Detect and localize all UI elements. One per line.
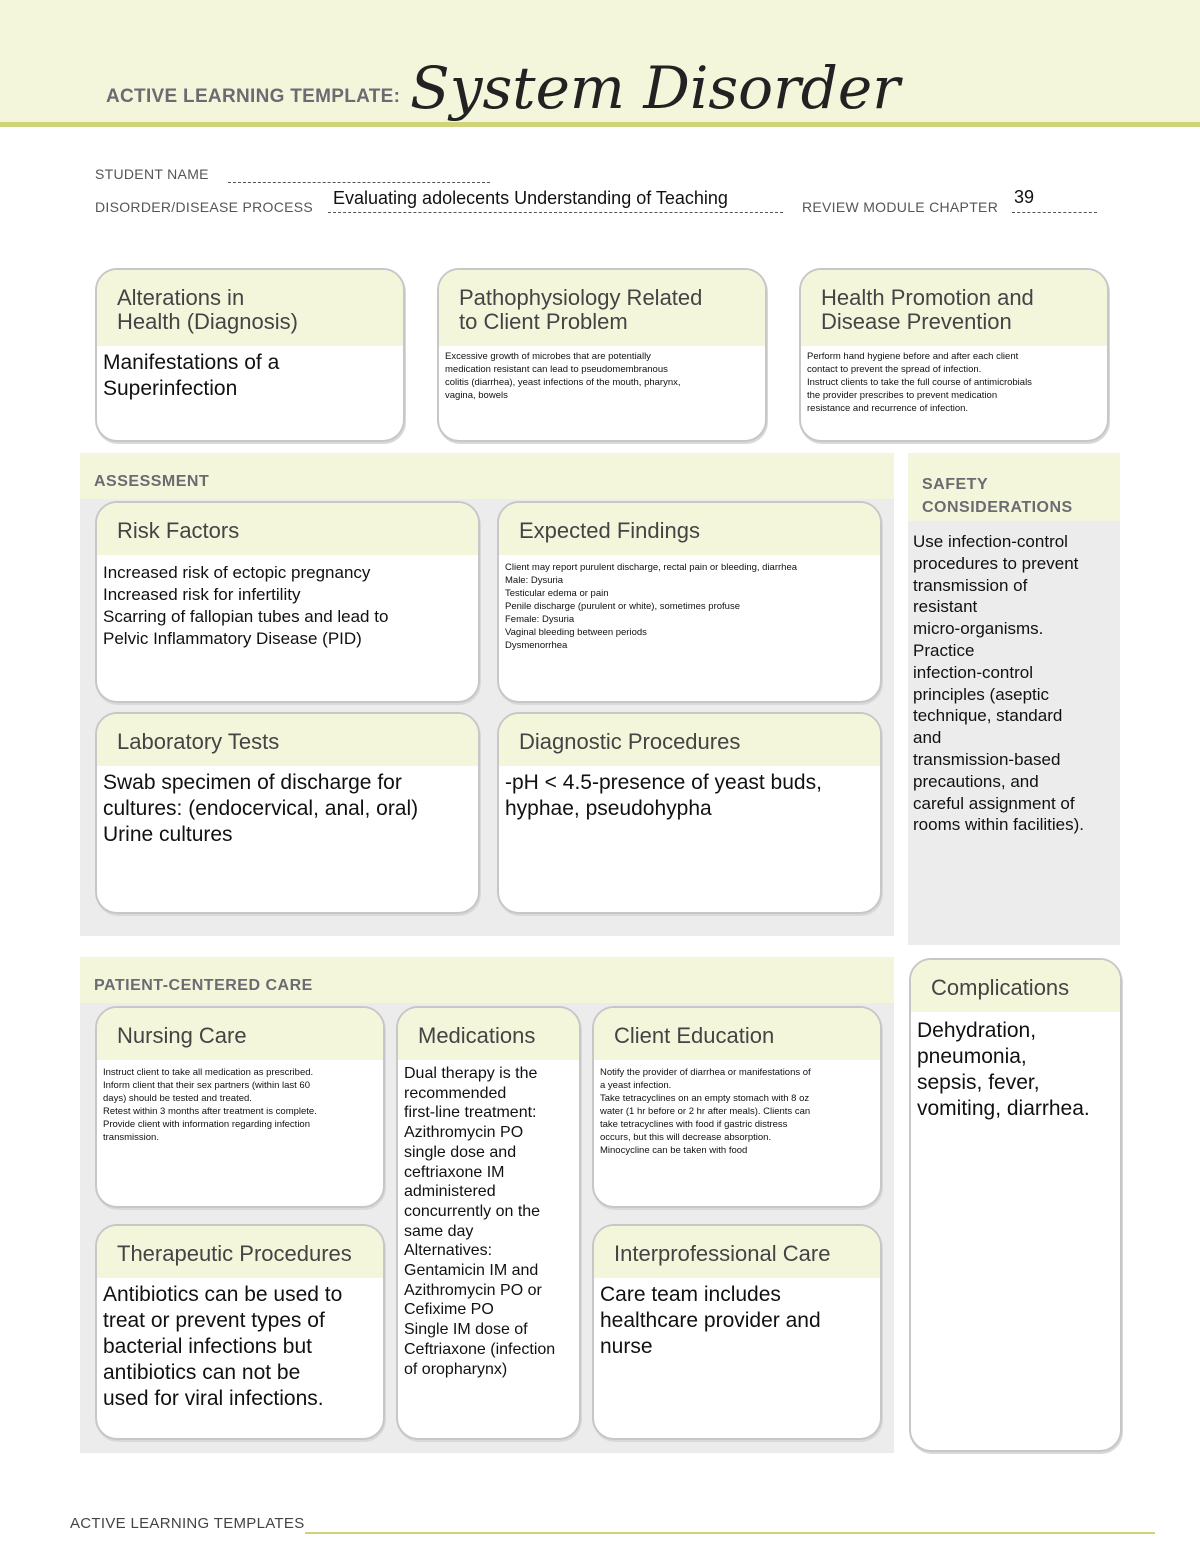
client-education-line: Minocycline can be taken with food: [600, 1145, 748, 1156]
therapeutic-procedures-line: antibiotics can not be: [103, 1361, 301, 1384]
nursing-care-line: Inform client that their sex partners (within last 60: [103, 1080, 310, 1091]
pathophysiology-line: medication resistant can lead to pseudomembranous: [445, 364, 668, 375]
laboratory-tests-line: cultures: (endocervical, anal, oral): [103, 797, 419, 820]
safety-line: and: [913, 728, 942, 748]
review-chapter-value: 39: [1014, 187, 1035, 207]
disorder-field[interactable]: [328, 212, 783, 213]
diagnostic-procedures-line: -pH < 4.5-presence of yeast buds,: [505, 771, 822, 794]
safety-line: rooms within facilities).: [913, 815, 1084, 835]
expected-findings-line: Vaginal bleeding between periods: [505, 627, 647, 638]
expected-findings-line: Dysmenorrhea: [505, 640, 568, 651]
therapeutic-procedures-content: [97, 1278, 383, 1416]
safety-line: careful assignment of: [913, 793, 1075, 813]
expected-findings-line: Client may report purulent discharge, rectal pain or bleeding, diarrhea: [505, 562, 798, 573]
expected-findings-line: Male: Dysuria: [505, 575, 564, 586]
medications-line: Ceftriaxone (infection: [404, 1340, 556, 1358]
health-promotion-line: Instruct clients to take the full course of antimicrobials: [807, 377, 1032, 388]
disorder-label: DISORDER/DISEASE PROCESS: [95, 199, 314, 215]
patient-care-title: PATIENT-CENTERED CARE: [94, 977, 313, 994]
risk-factors-title: Risk Factors: [117, 518, 240, 543]
medications-line: recommended: [404, 1084, 507, 1102]
therapeutic-procedures-line: Antibiotics can be used to: [103, 1283, 343, 1306]
expected-findings-content: [499, 555, 880, 656]
footer-rule: [305, 1532, 1155, 1534]
pathophysiology-line: vagina, bowels: [445, 390, 508, 401]
nursing-care-line: transmission.: [103, 1132, 159, 1143]
safety-line: transmission-based: [913, 749, 1061, 769]
health-promotion-line: the provider prescribes to prevent medication: [807, 390, 998, 401]
nursing-care-line: Retest within 3 months after treatment is complete.: [103, 1106, 317, 1117]
safety-title-1: SAFETY: [922, 476, 989, 493]
nursing-care-content: [97, 1060, 383, 1148]
alterations-content: [97, 346, 403, 406]
client-education-line: water (1 hr before or 2 hr after meals). Clients can: [600, 1106, 811, 1117]
safety-line: infection-control: [913, 662, 1034, 682]
complications-heading: [911, 960, 1120, 1012]
client-education-line: a yeast infection.: [600, 1080, 672, 1091]
client-education-title: Client Education: [614, 1023, 775, 1048]
alterations-line: Superinfection: [103, 377, 238, 400]
client-education-line: take tetracyclines with food if gastric distress: [600, 1119, 788, 1130]
pathophysiology-box: [437, 268, 767, 442]
client-education-line: Take tetracyclines on an empty stomach with 8 oz: [600, 1093, 810, 1104]
medications-line: same day: [404, 1222, 474, 1240]
therapeutic-procedures-line: treat or prevent types of: [103, 1309, 325, 1332]
risk-factors-line: Increased risk of ectopic pregnancy: [103, 563, 371, 582]
header-rule: [0, 122, 1200, 127]
medications-line: Single IM dose of: [404, 1321, 528, 1339]
risk-factors-line: Increased risk for infertility: [103, 585, 301, 604]
health-promotion-content: [801, 346, 1107, 419]
medications-line: Azithromycin PO or: [404, 1281, 542, 1299]
safety-line: principles (aseptic: [913, 684, 1050, 704]
diagnostic-procedures-title: Diagnostic Procedures: [519, 729, 741, 754]
medications-line: concurrently on the: [404, 1202, 541, 1220]
assessment-title: ASSESSMENT: [94, 473, 210, 490]
alterations-title-2: Health (Diagnosis): [117, 309, 298, 334]
pathophysiology-content: [439, 346, 765, 406]
medications-line: first-line treatment:: [404, 1104, 537, 1122]
therapeutic-procedures-line: bacterial infections but: [103, 1335, 312, 1358]
nursing-care-box: [95, 1006, 385, 1208]
safety-line: technique, standard: [913, 706, 1063, 726]
alterations-heading: [97, 270, 403, 346]
nursing-care-line: Provide client with information regarding infection: [103, 1119, 310, 1130]
medications-line: ceftriaxone IM: [404, 1163, 505, 1181]
safety-title: [922, 473, 1073, 519]
medications-line: Gentamicin IM and: [404, 1262, 539, 1280]
safety-line: procedures to prevent: [913, 553, 1079, 573]
interprofessional-care-box: [592, 1224, 882, 1440]
nursing-care-heading: [97, 1008, 383, 1060]
nursing-care-title: Nursing Care: [117, 1023, 247, 1048]
medications-title: Medications: [418, 1023, 536, 1048]
nursing-care-line: Instruct client to take all medication as prescribed.: [103, 1067, 314, 1078]
student-name-label: STUDENT NAME: [95, 166, 209, 182]
safety-line: micro-organisms.: [913, 619, 1044, 639]
interprofessional-care-content: [594, 1278, 880, 1364]
expected-findings-line: Penile discharge (purulent or white), sometimes profuse: [505, 601, 740, 612]
health-promotion-title-2: Disease Prevention: [821, 309, 1012, 334]
footer-label: ACTIVE LEARNING TEMPLATES: [70, 1515, 305, 1532]
interprofessional-care-title: Interprofessional Care: [614, 1241, 831, 1266]
laboratory-tests-title: Laboratory Tests: [117, 729, 280, 754]
therapeutic-procedures-title: Therapeutic Procedures: [117, 1241, 352, 1266]
interprofessional-care-line: nurse: [600, 1335, 653, 1358]
expected-findings-line: Testicular edema or pain: [505, 588, 609, 599]
risk-factors-line: Scarring of fallopian tubes and lead to: [103, 607, 389, 626]
expected-findings-line: Female: Dysuria: [505, 614, 575, 625]
medications-heading: [398, 1008, 579, 1060]
pathophysiology-line: colitis (diarrhea), yeast infections of the mouth, pharynx,: [445, 377, 681, 388]
interprofessional-care-heading: [594, 1226, 880, 1278]
medications-line: Dual therapy is the: [404, 1065, 538, 1082]
laboratory-tests-box: [95, 712, 480, 914]
laboratory-tests-line: Urine cultures: [103, 823, 233, 846]
alterations-line: Manifestations of a: [103, 351, 280, 374]
health-promotion-line: contact to prevent the spread of infection.: [807, 364, 982, 375]
laboratory-tests-line: Swab specimen of discharge for: [103, 771, 402, 794]
health-promotion-heading: [801, 270, 1107, 346]
safety-line: transmission of: [913, 575, 1028, 595]
pathophysiology-title-2: to Client Problem: [459, 309, 628, 334]
safety-line: Practice: [913, 640, 975, 660]
alterations-title-1: Alterations in: [117, 285, 245, 310]
pathophysiology-title-1: Pathophysiology Related: [459, 285, 703, 310]
therapeutic-procedures-line: used for viral infections.: [103, 1387, 324, 1410]
complications-line: Dehydration,: [917, 1019, 1037, 1042]
medications-line: single dose and: [404, 1143, 517, 1161]
health-promotion-box: [799, 268, 1109, 442]
client-education-line: Notify the provider of diarrhea or manifestations of: [600, 1067, 811, 1078]
pathophysiology-heading: [439, 270, 765, 346]
medications-line: Cefixime PO: [404, 1301, 494, 1319]
safety-line: Use infection-control: [913, 532, 1068, 551]
diagnostic-procedures-box: [497, 712, 882, 914]
pathophysiology-line: Excessive growth of microbes that are potentially: [445, 351, 651, 362]
nursing-care-line: days) should be tested and treated.: [103, 1093, 252, 1104]
risk-factors-heading: [97, 503, 478, 555]
disorder-value: Evaluating adolecents Understanding of Teaching: [333, 188, 728, 208]
diagnostic-procedures-content: [499, 766, 880, 826]
medications-line: of oropharynx): [404, 1360, 508, 1378]
therapeutic-procedures-box: [95, 1224, 385, 1440]
safety-line: resistant: [913, 597, 978, 617]
expected-findings-heading: [499, 503, 880, 555]
health-promotion-title-1: Health Promotion and: [821, 285, 1034, 310]
review-chapter-field[interactable]: [1012, 212, 1097, 213]
expected-findings-title: Expected Findings: [519, 518, 700, 543]
page-title: System Disorder: [410, 54, 900, 122]
client-education-content: [594, 1060, 880, 1161]
complications-line: vomiting, diarrhea.: [917, 1097, 1090, 1120]
health-promotion-line: resistance and recurrence of infection.: [807, 403, 969, 414]
diagnostic-procedures-line: hyphae, pseudohypha: [505, 797, 712, 820]
expected-findings-box: [497, 501, 882, 703]
medications-line: Alternatives:: [404, 1242, 493, 1260]
complications-line: pneumonia,: [917, 1045, 1027, 1068]
alterations-box: [95, 268, 405, 442]
interprofessional-care-line: healthcare provider and: [600, 1309, 821, 1332]
laboratory-tests-heading: [97, 714, 478, 766]
risk-factors-box: [95, 501, 480, 703]
safety-line: precautions, and: [913, 771, 1039, 791]
risk-factors-line: Pelvic Inflammatory Disease (PID): [103, 629, 362, 648]
complications-title: Complications: [931, 975, 1070, 1000]
complications-box: [909, 958, 1122, 1452]
complications-content: [911, 1012, 1120, 1126]
medications-line: Azithromycin PO: [404, 1124, 524, 1142]
complications-line: sepsis, fever,: [917, 1071, 1040, 1094]
client-education-line: occurs, but this will decrease absorption.: [600, 1132, 772, 1143]
review-chapter-label: REVIEW MODULE CHAPTER: [802, 199, 999, 215]
risk-factors-content: [97, 555, 478, 653]
diagnostic-procedures-heading: [499, 714, 880, 766]
safety-content: [913, 531, 1118, 836]
medications-content: [398, 1060, 579, 1383]
health-promotion-line: Perform hand hygiene before and after each client: [807, 351, 1019, 362]
template-label: ACTIVE LEARNING TEMPLATE:: [106, 86, 401, 107]
medications-line: administered: [404, 1183, 496, 1201]
safety-title-2: CONSIDERATIONS: [922, 499, 1073, 516]
therapeutic-procedures-heading: [97, 1226, 383, 1278]
client-education-box: [592, 1006, 882, 1208]
laboratory-tests-content: [97, 766, 478, 852]
client-education-heading: [594, 1008, 880, 1060]
interprofessional-care-line: Care team includes: [600, 1283, 781, 1306]
student-name-field[interactable]: [228, 182, 490, 183]
medications-box: [396, 1006, 581, 1440]
